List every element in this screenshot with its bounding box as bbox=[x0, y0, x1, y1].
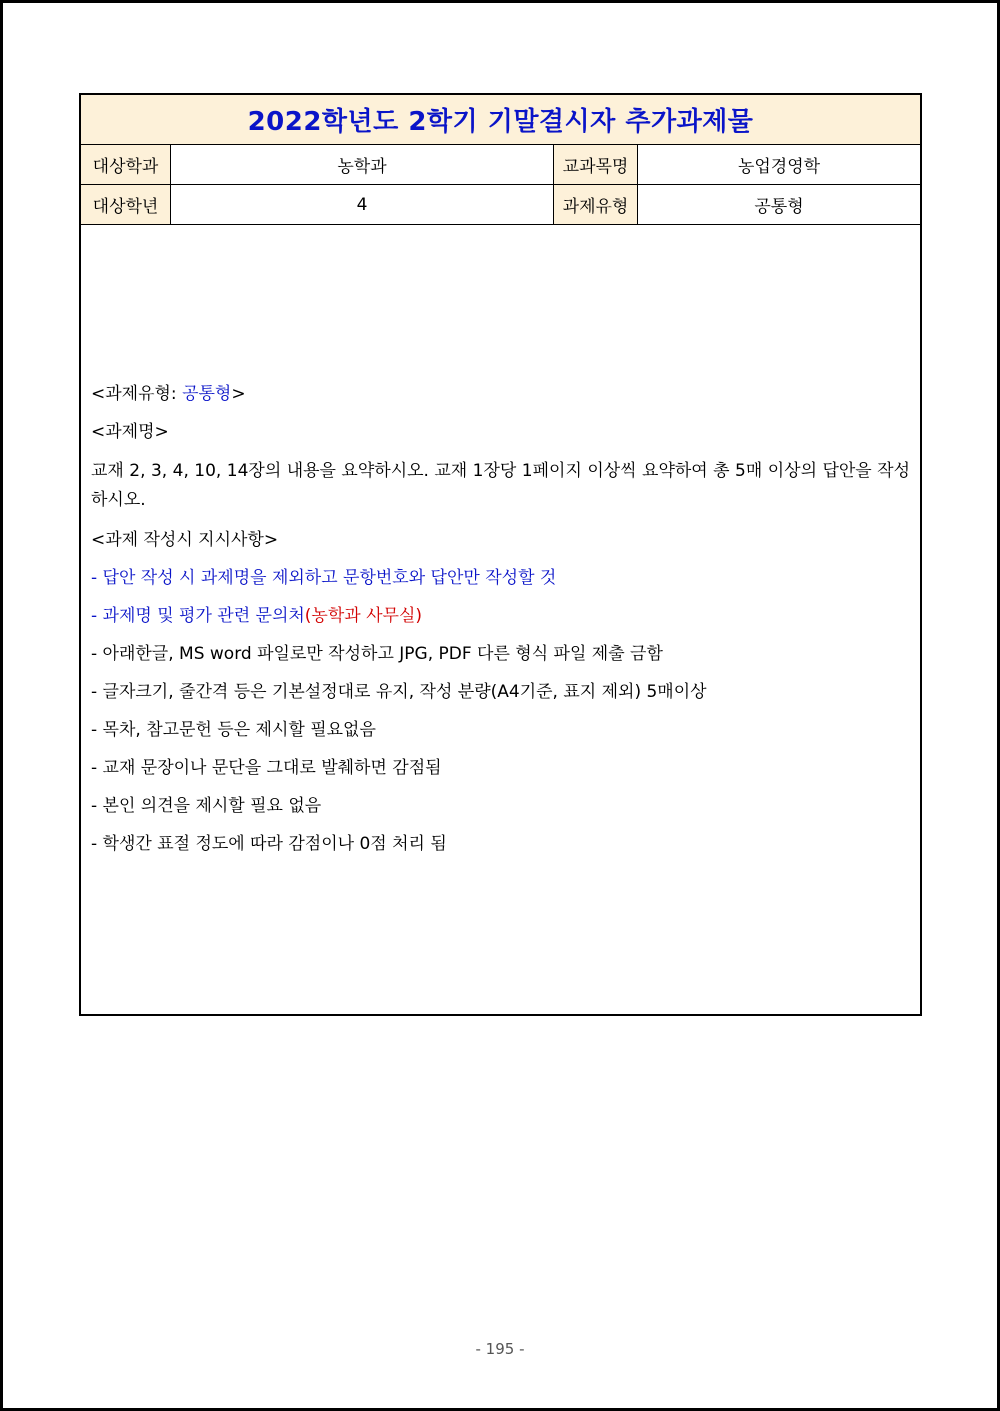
year-value: 4 bbox=[171, 185, 554, 224]
contact-office: (농학과 사무실) bbox=[304, 606, 422, 626]
instruction-item: - 본인 의견을 제시할 필요 없음 bbox=[91, 796, 322, 816]
info-row-year bbox=[81, 185, 920, 225]
page-number: - 195 - bbox=[475, 1340, 525, 1358]
type-prefix: <과제유형: bbox=[91, 384, 183, 404]
type-value-inline: 공통형 bbox=[182, 384, 232, 404]
page-title: 2022학년도 2학기 기말결시자 추가과제물 bbox=[247, 107, 754, 137]
course-value: 농업경영학 bbox=[737, 157, 821, 177]
assignment-body bbox=[91, 375, 910, 863]
instruction-item: - 학생간 표절 정도에 따라 감점이나 0점 처리 됨 bbox=[91, 834, 447, 854]
title-row bbox=[81, 95, 920, 145]
instruction-item: - 아래한글, MS word 파일로만 작성하고 JPG, PDF 다른 형식 파일 제출 금함 bbox=[91, 644, 663, 664]
contact-text: - 과제명 및 평가 관련 문의처 bbox=[91, 606, 305, 626]
instruction-item: - 교재 문장이나 문단을 그대로 발췌하면 감점됨 bbox=[91, 758, 442, 778]
instruction-item: - 답안 작성 시 과제명을 제외하고 문항번호와 답안만 작성할 것 bbox=[91, 568, 557, 588]
type-label: 과제유형 bbox=[554, 185, 638, 224]
course-label: 교과목명 bbox=[554, 145, 638, 184]
assignment-text: 교재 2, 3, 4, 10, 14장의 내용을 요약하시오. 교재 1장당 1페이지 이상씩 요약하여 총 5매 이상의 답안을 작성하시오. bbox=[91, 461, 910, 510]
instruction-item: - 글자크기, 줄간격 등은 기본설정대로 유지, 작성 분량(A4기준, 표지 제외) 5매이상 bbox=[91, 682, 707, 702]
info-row-department bbox=[81, 145, 920, 185]
type-value: 공통형 bbox=[754, 197, 804, 217]
assignment-name-heading: <과제명> bbox=[91, 422, 169, 442]
instructions-heading: <과제 작성시 지시사항> bbox=[91, 530, 279, 550]
type-suffix: > bbox=[231, 384, 246, 404]
assignment-sheet bbox=[79, 93, 922, 1016]
assignment-type-line bbox=[91, 375, 910, 413]
instruction-item: - 목차, 참고문헌 등은 제시할 필요없음 bbox=[91, 720, 376, 740]
year-label: 대상학년 bbox=[81, 185, 171, 224]
dept-value: 농학과 bbox=[171, 145, 554, 184]
instruction-item-contact bbox=[91, 597, 910, 635]
dept-label: 대상학과 bbox=[81, 145, 171, 184]
